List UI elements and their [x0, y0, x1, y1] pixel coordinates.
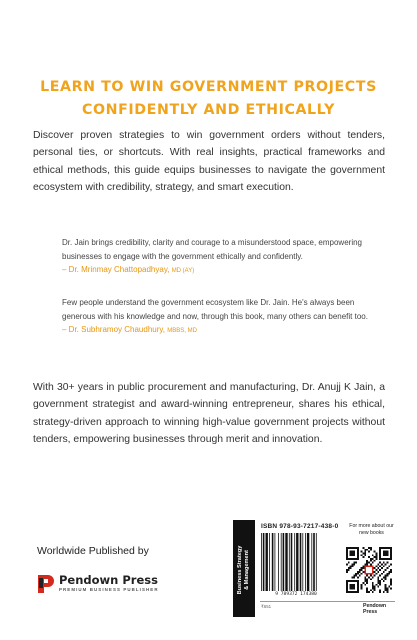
- testimonial-text: Dr. Jain brings credibility, clarity and courage to a misunderstood space, empowering businesses to engage with the government ethically and confidently.: [62, 238, 362, 261]
- testimonial-text: Few people understand the government ecosystem like Dr. Jain. He's always been generous with his knowledge and now, through this book, many others can benefit too.: [62, 298, 368, 321]
- testimonial: [62, 236, 384, 279]
- testimonial-author: – Dr. Mrinmay Chattopadhyay, MD (AY): [62, 265, 195, 275]
- isbn-digits: 9 789372 174380: [275, 592, 317, 597]
- more-books-label: For more about our new books: [349, 523, 394, 536]
- isbn-label: ISBN 978-93-7217-438-0: [261, 523, 339, 530]
- category-strip: [233, 520, 255, 617]
- intro-paragraph: Discover proven strategies to win government orders without tenders, personal ties, or shortcuts. With real insights, practical frameworks and ethical methods, this guide equips businesses to navigate the government ecosystem with credibility, strategy, and smart execution.: [33, 130, 385, 193]
- price-code: ₹651: [261, 604, 272, 609]
- barcode-panel: [233, 520, 401, 617]
- testimonial: [62, 296, 384, 339]
- author-credentials: MD (AY): [171, 268, 195, 275]
- testimonial-author: – Dr. Subhramoy Chaudhury, MBBS, MD: [62, 325, 197, 335]
- barcode-icon: [260, 533, 332, 591]
- qr-code-icon[interactable]: [346, 547, 392, 593]
- divider: [260, 601, 395, 602]
- publisher-logo: [36, 573, 159, 595]
- pendown-press-logo-icon: [36, 573, 54, 595]
- publisher-short-name: Pendown Press: [363, 603, 387, 615]
- publisher-name: Pendown Press: [59, 573, 158, 587]
- author-credentials: MBBS, MD: [167, 328, 197, 335]
- publisher-label: Worldwide Published by: [37, 545, 149, 557]
- publisher-tagline: PREMIUM BUSINESS PUBLISHER: [59, 587, 159, 592]
- headline: LEARN TO WIN GOVERNMENT PROJECTS CONFIDENTLY AND ETHICALLY: [40, 79, 377, 118]
- about-author-paragraph: With 30+ years in public procurement and manufacturing, Dr. Anujj K Jain, a government strategist and award-winning entrepreneur, shares his ethical, strategy-driven approach to winning high-value government projects without tenders, empowering businesses through merit and innovation.: [33, 382, 385, 445]
- category-label: Business Strategy & Management: [237, 545, 250, 595]
